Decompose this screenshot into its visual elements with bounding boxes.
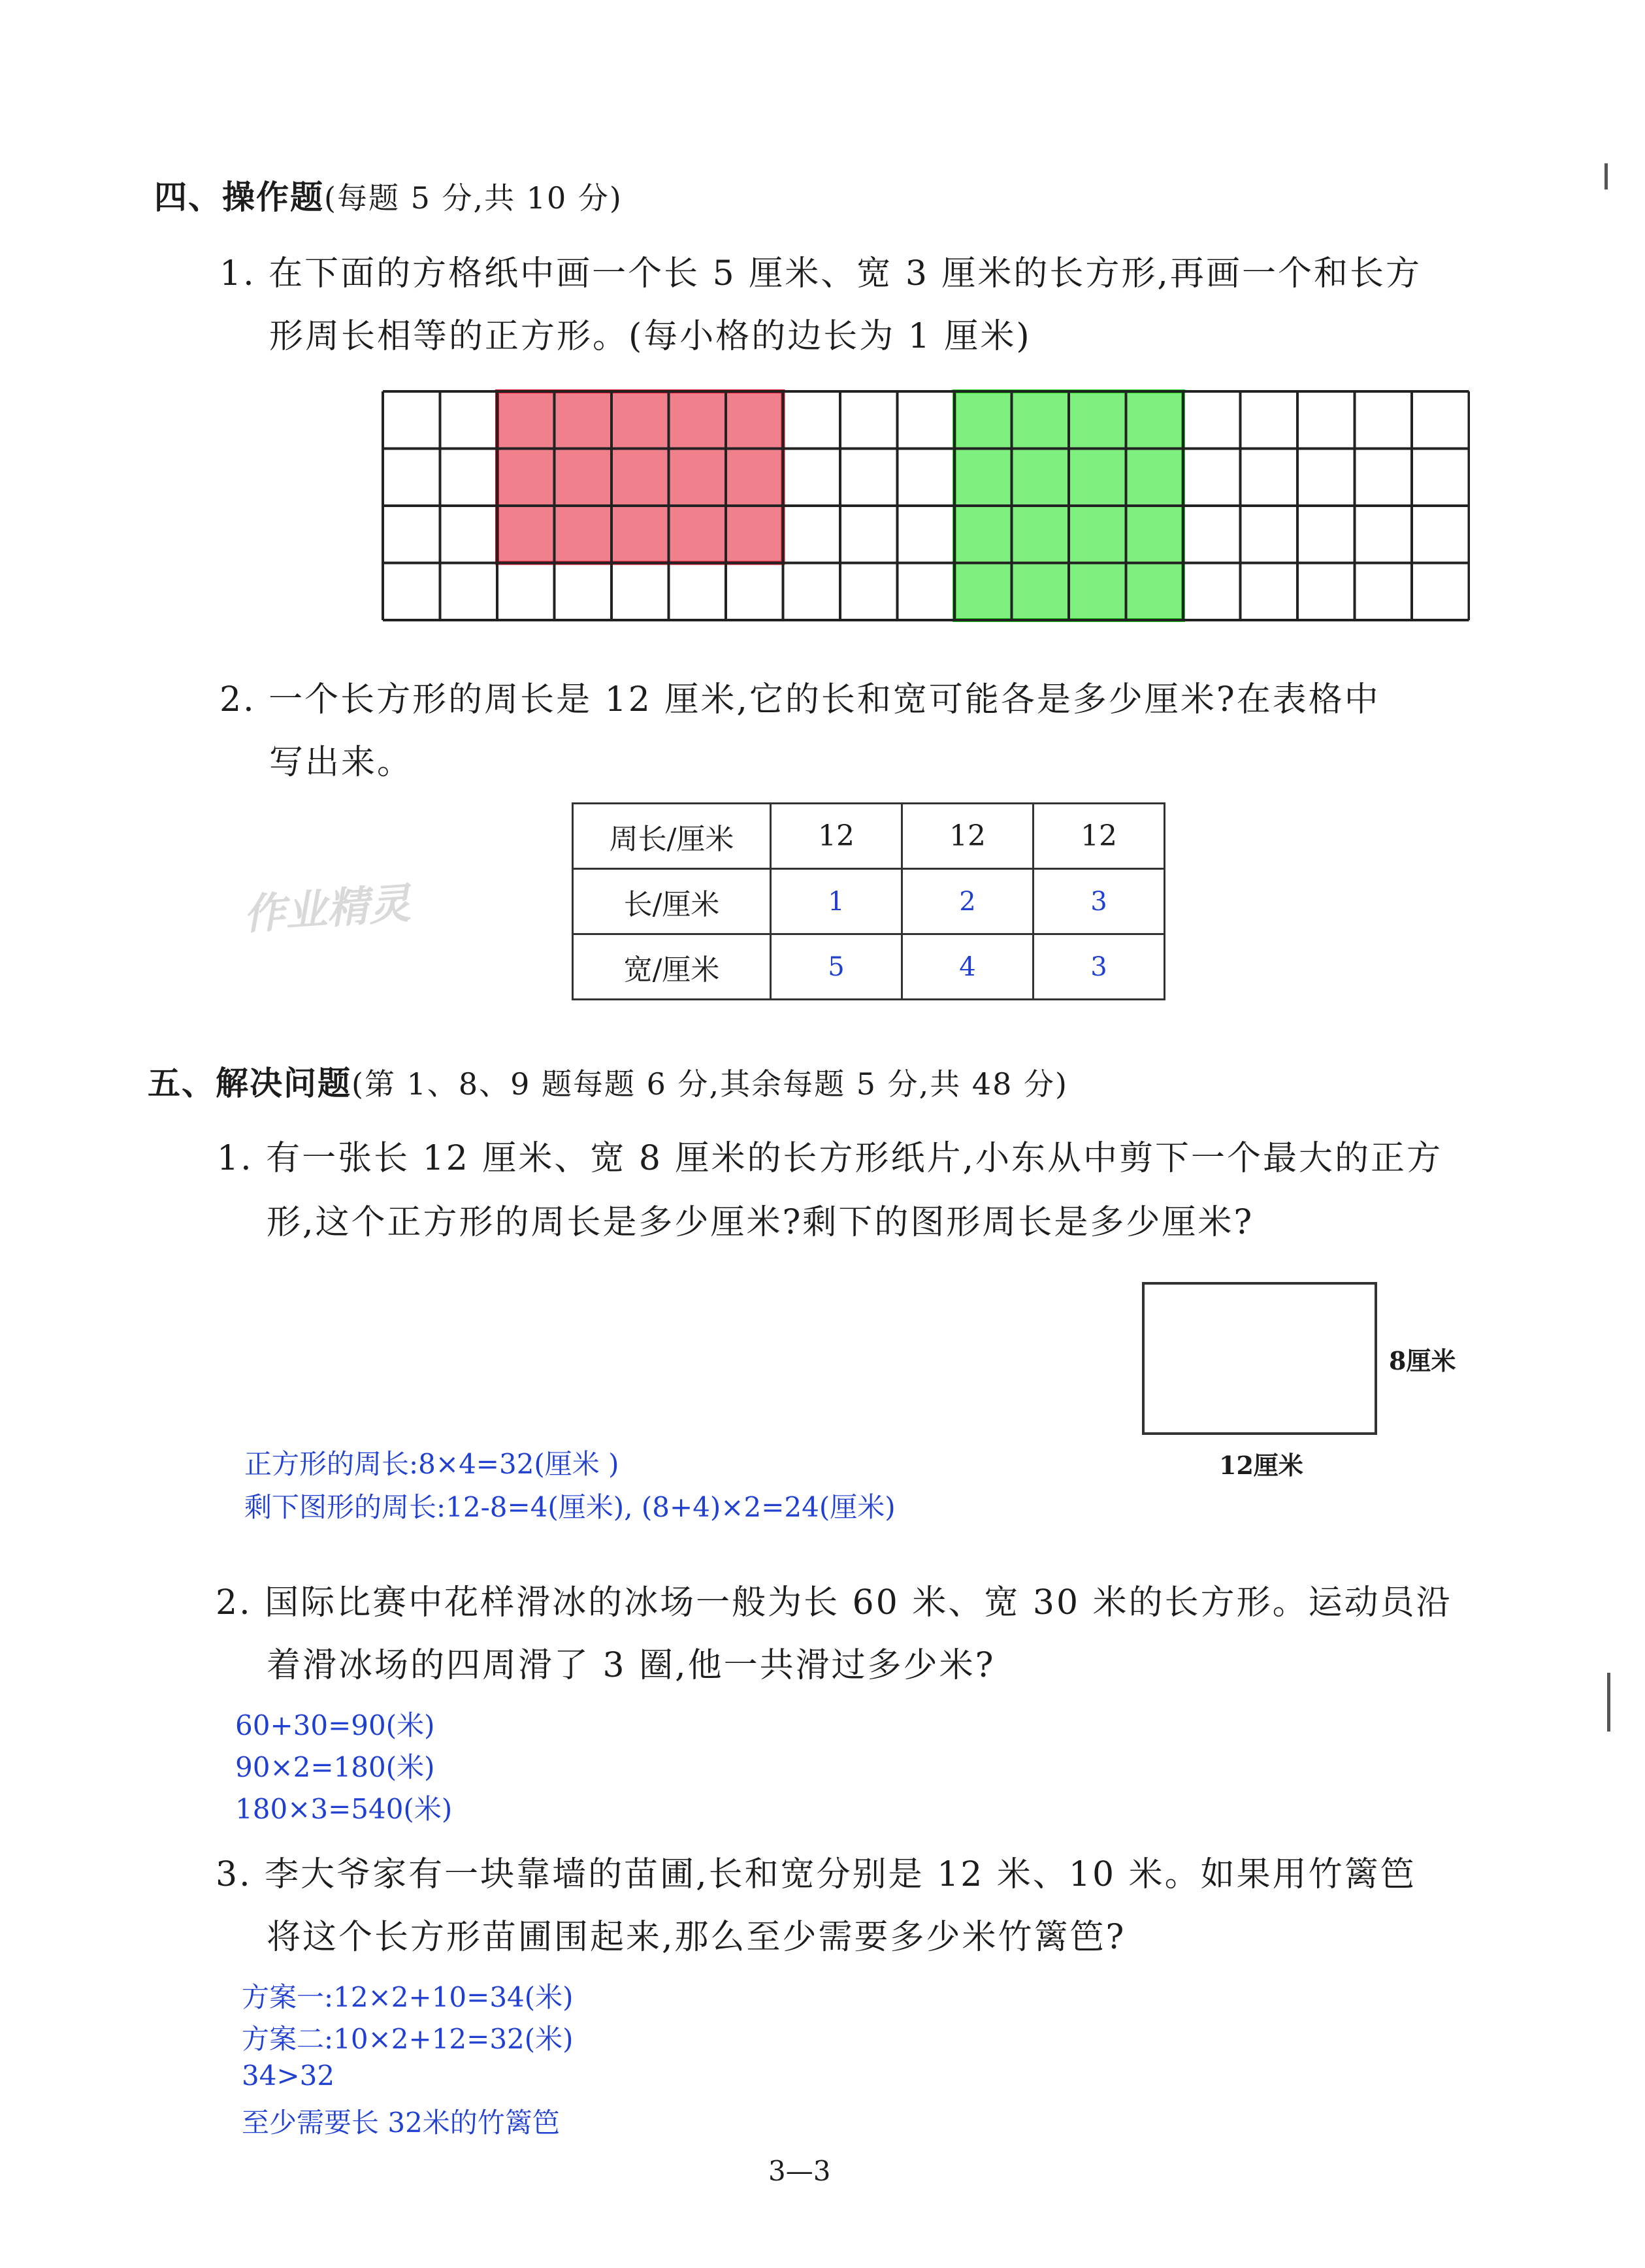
section-4-heading	[154, 171, 623, 218]
answer-line: 90×2=180(米)	[235, 1751, 435, 1783]
table-cell: 12	[902, 804, 1034, 869]
width-label: 8厘米	[1389, 1346, 1456, 1375]
answer-line: 方案二:10×2+12=32(米)	[242, 2023, 574, 2055]
answer-line: 180×3=540(米)	[235, 1793, 453, 1825]
section-5-title: 五、解决问题	[148, 1064, 351, 1102]
section-4-title: 四、操作题	[154, 178, 324, 216]
table-row	[573, 869, 1165, 934]
table-cell: 5	[771, 934, 902, 1000]
table-cell: 12	[771, 804, 902, 869]
section-5-heading	[148, 1057, 1068, 1104]
s5-q1-line1: 1. 有一张长 12 厘米、宽 8 厘米的长方形纸片,小东从中剪下一个最大的正方	[217, 1139, 1443, 1178]
answer-line: 60+30=90(米)	[235, 1709, 435, 1741]
table-cell: 1	[771, 869, 902, 934]
s5-q3-line2: 将这个长方形苗圃围起来,那么至少需要多少米竹篱笆?	[267, 1918, 1126, 1957]
watermark: 作业精灵	[242, 879, 412, 940]
answer-line: 方案一:12×2+10=34(米)	[242, 1981, 574, 2013]
answer-line: 至少需要长 32米的竹篱笆	[242, 2107, 560, 2139]
row-label: 宽/厘米	[573, 934, 771, 1000]
answer-line: 正方形的周长:8×4=32(厘米 )	[244, 1448, 619, 1480]
s5-q2-line2: 着滑冰场的四周滑了 3 圈,他一共滑过多少米?	[267, 1646, 996, 1685]
s4-q1-line2: 形周长相等的正方形。(每小格的边长为 1 厘米)	[269, 317, 1032, 356]
table-cell: 3	[1034, 934, 1165, 1000]
s4-q2-line1: 2. 一个长方形的周长是 12 厘米,它的长和宽可能各是多少厘米?在表格中	[220, 680, 1380, 719]
answer-line: 34>32	[242, 2060, 335, 2092]
table-row	[573, 804, 1165, 869]
table-cell: 2	[902, 869, 1034, 934]
length-label: 12厘米	[1219, 1451, 1303, 1480]
s5-q1-line2: 形,这个正方形的周长是多少厘米?剩下的图形周长是多少厘米?	[267, 1203, 1254, 1242]
drawn-rectangle	[497, 391, 783, 563]
s4-q2-line2: 写出来。	[269, 743, 414, 782]
paper-rectangle-figure	[1142, 1282, 1377, 1435]
table-row	[573, 934, 1165, 1000]
s5-q3-line1: 3. 李大爷家有一块靠墙的苗圃,长和宽分别是 12 米、10 米。如果用竹篱笆	[216, 1855, 1416, 1894]
perimeter-table	[572, 802, 1165, 1000]
section-5-subtitle: (第 1、8、9 题每题 6 分,其余每题 5 分,共 48 分)	[351, 1066, 1068, 1102]
page-number: 3—3	[768, 2155, 831, 2187]
s4-q1-line1: 1. 在下面的方格纸中画一个长 5 厘米、宽 3 厘米的长方形,再画一个和长方	[220, 254, 1422, 293]
scan-mark	[1604, 163, 1608, 189]
answer-line: 剩下图形的周长:12-8=4(厘米), (8+4)×2=24(厘米)	[244, 1491, 896, 1523]
row-label: 长/厘米	[573, 869, 771, 934]
s5-q2-line1: 2. 国际比赛中花样滑冰的冰场一般为长 60 米、宽 30 米的长方形。运动员沿	[216, 1583, 1452, 1622]
table-cell: 4	[902, 934, 1034, 1000]
scan-mark	[1607, 1673, 1610, 1732]
section-4-subtitle: (每题 5 分,共 10 分)	[324, 180, 623, 216]
table-cell: 12	[1034, 804, 1165, 869]
row-label: 周长/厘米	[573, 804, 771, 869]
grid-paper	[379, 389, 1470, 637]
table-cell: 3	[1034, 869, 1165, 934]
